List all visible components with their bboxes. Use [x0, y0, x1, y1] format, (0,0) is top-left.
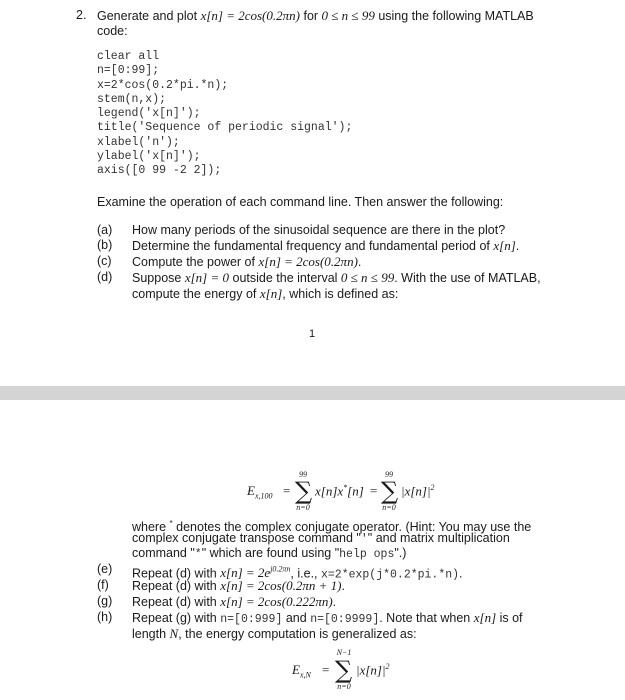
code-line: xlabel('n'); [97, 135, 180, 149]
question-g-label: (g) [97, 594, 113, 608]
code-line: stem(n,x); [97, 92, 167, 106]
eq2-sum-upper: N−1 [336, 648, 352, 657]
code-line: ylabel('x[n]'); [97, 150, 201, 164]
code-line: legend('x[n]'); [97, 107, 201, 121]
eq1-equals-2: = [370, 483, 378, 498]
index-range: 0 ≤ n ≤ 99 [321, 8, 375, 23]
signal-definition: x[n] = 2cos(0.2πn) [200, 8, 300, 23]
page-number: 1 [309, 328, 316, 340]
where-line3: command "*" which are found using "help ops".) [132, 546, 407, 561]
question-f-label: (f) [97, 578, 109, 592]
eq1-term2: $|x[n]|^2$ [401, 483, 435, 499]
question-g-text: Repeat (d) with x[n] = 2cos(0.222πn). [132, 594, 337, 609]
question-d-line1: Suppose x[n] = 0 outside the interval 0 ≤ n ≤ 99. With the use of MATLAB, [132, 270, 541, 285]
matlab-code-block [97, 50, 352, 179]
question-h-line1: Repeat (g) with n=[0:999] and n=[0:9999]. Note that when x[n] is of [132, 610, 523, 626]
question-h-label: (h) [97, 610, 113, 624]
eq1-lhs: $E_{x,100}$ [247, 483, 273, 501]
code-line: title('Sequence of periodic signal'); [97, 121, 353, 135]
problem-intro-line1: Generate and plot x[n] = 2cos(0.2πn) for 0 ≤ n ≤ 99 using the following MATLAB [97, 8, 534, 23]
energy-equation-100 [245, 470, 445, 514]
question-h-line2: length N, the energy computation is generalized as: [132, 626, 417, 641]
where-line1: where * denotes the complex conjugate operator. (Hint: You may use the [132, 519, 532, 535]
code-line: x=2*cos(0.2*pi.*n); [97, 78, 229, 92]
question-c-text: Compute the power of x[n] = 2cos(0.2πn). [132, 254, 362, 269]
eq1-sum2-lower: n=0 [382, 503, 396, 512]
summation-icon: ∑ [335, 656, 353, 684]
question-d-line2: compute the energy of x[n], which is defined as: [132, 286, 399, 301]
question-e-text: Repeat (d) with $x[n] = 2e^{j0.2\pi n}$, i.e., x=2*exp(j*0.2*pi.*n). [132, 565, 463, 582]
energy-equation-N [290, 648, 400, 694]
question-a-text: How many periods of the sinusoidal sequence are there in the plot? [132, 223, 506, 237]
eq1-sum1-upper: 99 [299, 470, 307, 479]
problem-number: 2. [76, 8, 87, 22]
code-line: n=[0:99]; [97, 64, 160, 78]
code-line: clear all [97, 50, 160, 63]
question-b-text: Determine the fundamental frequency and fundamental period of x[n]. [132, 238, 520, 253]
eq2-lhs: $E_{x,N}$ [292, 662, 311, 680]
problem-intro-line2: code: [97, 24, 128, 38]
eq2-equals: = [322, 662, 330, 677]
summation-icon: ∑ [381, 477, 399, 505]
eq1-sum1-lower: n=0 [296, 503, 310, 512]
eq1-term1: x[n]x*[n] [315, 483, 364, 499]
question-f-text: Repeat (d) with x[n] = 2cos(0.2πn + 1). [132, 578, 345, 593]
question-b-label: (b) [97, 238, 113, 252]
question-c-label: (c) [97, 254, 112, 268]
code-line: axis([0 99 -2 2]); [97, 164, 222, 178]
question-e-label: (e) [97, 562, 113, 576]
question-d-label: (d) [97, 270, 113, 284]
question-a-label: (a) [97, 223, 113, 237]
examine-instruction: Examine the operation of each command line. Then answer the following: [97, 195, 504, 209]
summation-icon: ∑ [295, 477, 313, 505]
eq2-sum-lower: n=0 [337, 682, 351, 691]
where-line2: complex conjugate transpose command "'" and matrix multiplication [132, 531, 510, 546]
page-divider [0, 386, 625, 400]
eq1-sum2-upper: 99 [385, 470, 393, 479]
eq1-equals: = [283, 483, 291, 498]
eq2-term: $|x[n]|^2$ [356, 662, 390, 678]
